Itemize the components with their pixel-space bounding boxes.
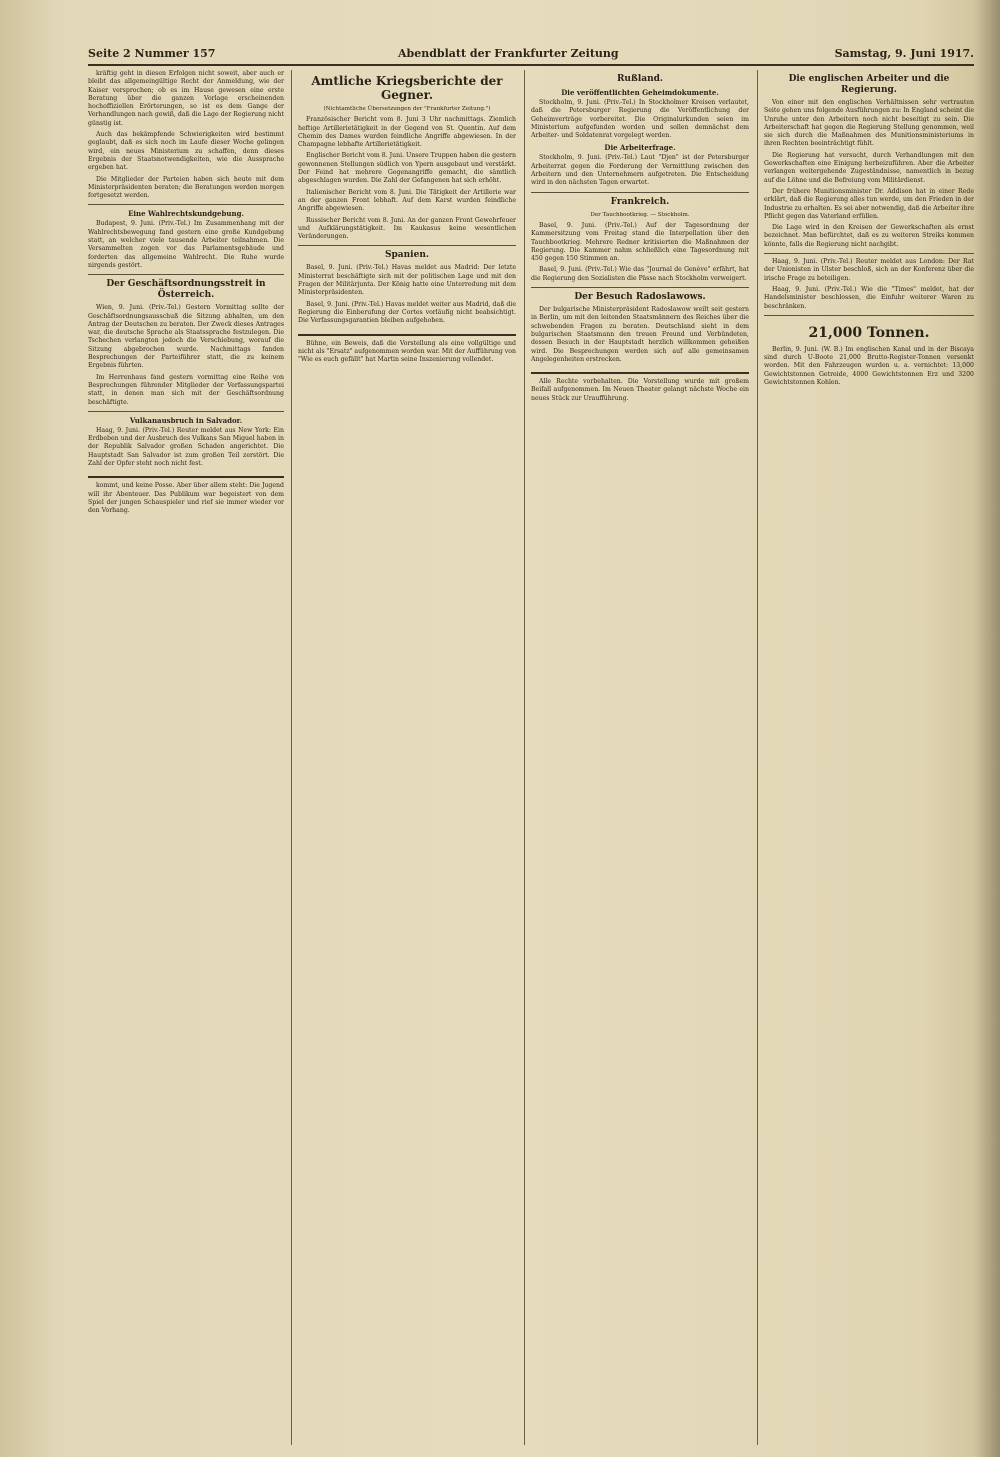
article-heading: Spanien.	[385, 250, 429, 261]
divider	[88, 411, 284, 412]
article-heading: Eine Wahlrechtskundgebung.	[128, 209, 244, 219]
masthead	[88, 44, 974, 66]
divider	[764, 253, 974, 254]
column-rule	[291, 70, 292, 1445]
divider	[298, 245, 516, 246]
article-text: Basel, 9. Juni. (Priv.-Tel.) Wie das "Journal de Genève" erfährt, hat die Regierung den Sozialisten die Pässe nach Stockholm verweigert.	[531, 266, 749, 282]
article-text: Berlin, 9. Juni. (W. B.) Im englischen Kanal und in der Biscaya sind durch U-Boote 21,000 Brutto-Register-Tonnen versenkt worden. Mit den Fahrzeugen wurden u. a. vernichtet: 13,000 Gewichtstonnen Getreide, 4000 Gewichtstonnen Erz und 3200 Gewichtstonnen Kohlen.	[764, 345, 974, 387]
feuilleton-section	[531, 372, 749, 403]
divider	[531, 287, 749, 288]
article-text: Basel, 9. Juni. (Priv.-Tel.) Havas meldet weiter aus Madrid, daß die Regierung die Einberufung der Cortes vorläufig nicht beabsichtigt. Die Verfassungsgarantien bleiben aufgehoben.	[298, 300, 516, 325]
feuilleton-section	[298, 334, 516, 365]
article-text: Italienischer Bericht vom 8. Juni. Die Tätigkeit der Artillerie war an der ganzen Front lebhaft. Auf dem Karst wurden feindliche Angriffe abgewiesen.	[298, 188, 516, 213]
article-heading: Der Besuch Radoslawows.	[574, 292, 706, 303]
article-text: Stockholm, 9. Juni. (Priv.-Tel.) Laut "Djen" ist der Petersburger Arbeiterrat gegen die Forderung der Vermittlung zwischen den Arbeitern und den Unternehmern aufgetreten. Die Entscheidung wird in den nächsten Tagen erwartet.	[531, 154, 749, 187]
article-text: Der bulgarische Ministerpräsident Radoslawow weilt seit gestern in Berlin, um mit den leitenden Staatsmännern des Reiches über die schwebenden Fragen zu beraten. Deutschland sieht in dem bulgarischen Staatsmann den treuen Freund und Verbündeten, dessen Besuch in der Hauptstadt herzlich willkommen geheißen wird. Die Besprechungen werden sich auf alle gemeinsamen Angelegenheiten erstrecken.	[531, 306, 749, 363]
article-text: Englischer Bericht vom 8. Juni. Unsere Truppen haben die gestern gewonnenen Stellungen südlich von Ypern ausgebaut und verstärkt. Der Feind hat mehrere Gegenangriffe gemacht, die sämtlich abgeschlagen wurden. Die Zahl der Gefangenen hat sich erhöht.	[298, 152, 516, 185]
article-text: Budapest, 9. Juni. (Priv.-Tel.) Im Zusammenhang mit der Wahlrechtsbewegung fand gestern eine große Kundgebung statt, an welcher viele tausende Arbeiter teilnahmen. Die Versammelten zogen vor das Parlamentsgebäude und forderten das allgemeine Wahlrecht. Die Ruhe wurde nirgends gestört.	[88, 220, 284, 269]
issue-date: Samstag, 9. Juni 1917.	[834, 47, 974, 60]
article-text: Auch das bekämpfende Schwierigkeiten wird bestimmt geglaubt, daß es sich noch im Laufe dieser Woche gelingen wird, ein neues Ministerium zu schaffen, denn dieses Ergebnis der Staatsnotwendigkeiten, wie die Aussprache ergeben hat.	[88, 131, 284, 172]
article-text: Wien, 9. Juni. (Priv.-Tel.) Gestern Vormittag sollte der Geschäftsordnungsausschuß die Sitzung abhalten, um den Antrag der Deutschen zu beraten. Der Zweck dieses Antrages war, die deutsche Sprache als Staatssprache festzulegen. Die Tschechen verlangten jedoch die Verschiebung, worauf die Sitzung abgebrochen wurde. Nachmittags fanden Besprechungen der Parteiführer statt, die zu keinem Ergebnis führten.	[88, 304, 284, 370]
article-text: Basel, 9. Juni. (Priv.-Tel.) Havas meldet aus Madrid: Der letzte Ministerrat beschäftigte sich mit der politischen Lage und mit den Fragen der Militärjunta. Der König hatte eine Unterredung mit dem Ministerpräsidenten.	[298, 264, 516, 297]
article-text: Die Lage wird in den Kreisen der Gewerkschaften als ernst bezeichnet. Man befürchtet, daß es zu weiteren Streiks kommen könnte, falls die Regierung nicht nachgibt.	[764, 224, 974, 248]
column-rule	[524, 70, 525, 1445]
column-3	[531, 70, 749, 1450]
column-1	[88, 70, 284, 1450]
column-rule	[757, 70, 758, 1445]
divider	[531, 192, 749, 193]
feuilleton-text: Bühne, ein Beweis, daß die Vorstellung als eine vollgültige und nicht als "Ersatz" aufgenommen worden war. Mit der Aufführung von "Wie es euch gefällt" hat Martin seine Inszenierung vollendet.	[298, 339, 516, 364]
article-text: Haag, 9. Juni. (Priv.-Tel.) Reuter meldet aus London: Der Rat der Unionisten in Ulster beschloß, sich an der Konferenz über die irische Frage zu beteiligen.	[764, 258, 974, 282]
divider	[88, 204, 284, 205]
article-text: Die Mitglieder der Parteien haben sich heute mit dem Ministerpräsidenten beraten; die Beratungen werden morgen fortgesetzt werden.	[88, 175, 284, 200]
article-subheading: (Nichtamtliche Übersetzungen der "Frankfurter Zeitung.")	[323, 106, 491, 112]
article-heading: Rußland.	[616, 74, 664, 84]
article-text: Stockholm, 9. Juni. (Priv.-Tel.) In Stockholmer Kreisen verlautet, daß die Petersburger Regierung die Veröffentlichung der Geheimverträge vorbereitet. Die Originalurkunden seien im Ministerium aufgefunden worden und sollen demnächst dem Arbeiter- und Soldatenrat vorgelegt werden.	[531, 99, 749, 140]
article-text: kräftig geht in diesen Erfolgen nicht soweit, aber auch er bleibt das allgemeingültige Recht der Anmeldung, wie der Kaiser versprochen; ob es im Hause gewesen eine erste Beratung über die ganzen Vorlage erscheinenden hochoffiziellen Erörterungen, so ist es dem Gange der Verhandlungen nach gewiß, daß die Lage der Regierung nicht günstig ist.	[88, 70, 284, 127]
article-heading: Die englischen Arbeiter und die Regierung.	[788, 74, 950, 95]
article-heading: Vulkanausbruch in Salvador.	[129, 415, 243, 425]
article-subheading: Der Tauchbootkrieg. — Stockholm.	[590, 211, 690, 218]
binding-shadow	[974, 0, 1000, 1457]
article-text: Haag, 9. Juni. (Priv.-Tel.) Wie die "Times" meldet, hat der Handelsminister beschlossen, die Einfuhr weiterer Waren zu beschränken.	[764, 285, 974, 310]
article-heading: Amtliche Kriegsberichte der Gegner.	[311, 74, 503, 102]
article-text: Französischer Bericht vom 8. Juni 3 Uhr nachmittags. Ziemlich heftige Artillerietätigkeit in der Gegend von St. Quentin. Auf dem Chemin des Dames wurden feindliche Angriffe abgewiesen. In der Champagne lebhafte Artillerietätigkeit.	[298, 116, 516, 149]
article-text: Russischer Bericht vom 8. Juni. An der ganzen Front Gewehrfeuer und Aufklärungstätigkeit. Im Kaukasus keine wesentlichen Veränderungen.	[298, 216, 516, 241]
article-text: Im Herrenhaus fand gestern vormittag eine Reihe von Besprechungen führender Mitglieder der Verfassungspartei statt, in denen man sich mit der Geschäftsordnung beschäftigte.	[88, 373, 284, 406]
article-heading: Der Geschäftsordnungsstreit in Österreich.	[106, 279, 266, 301]
feuilleton-text: kommt, und keine Posse. Aber über allem steht: Die Jugend will ihr Abenteuer. Das Publikum war begeistert von dem Spiel der jungen Schauspieler und rief sie immer wieder vor den Vorhang.	[88, 482, 284, 515]
article-text: Die Regierung hat versucht, durch Verhandlungen mit den Gewerkschaften eine Einigung herbeizuführen. Aber die Arbeiter verlangen weitergehende Zugeständnisse, namentlich in bezug auf die Löhne und die Befreiung vom Militärdienst.	[764, 151, 974, 184]
divider	[88, 274, 284, 275]
newspaper-title: Abendblatt der Frankfurter Zeitung	[398, 47, 619, 60]
page-number: Seite 2 Nummer 157	[88, 47, 216, 60]
article-text: Von einer mit den englischen Verhältnissen sehr vertrauten Seite gehen uns folgende Ausführungen zu: In England scheint die Unruhe unter den Arbeitern noch nicht beseitigt zu sein. Die Arbeiterschaft hat gegen die Regierung Stellung genommen, weil sie sich durch die Maßnahmen des Munitionsministeriums in ihren Rechten beeinträchtigt fühlt.	[764, 99, 974, 148]
column-4	[764, 70, 974, 1450]
article-subheading: Die veröffentlichten Geheimdokumente.	[561, 88, 719, 97]
article-text: Der frühere Munitionsminister Dr. Addison hat in einer Rede erklärt, daß die Regierung alles tun werde, um den Frieden in der Industrie zu erhalten. Es sei aber notwendig, daß die Arbeiter ihre Pflicht gegen das Vaterland erfüllen.	[764, 187, 974, 220]
article-text: Basel, 9. Juni. (Priv.-Tel.) Auf der Tagesordnung der Kammersitzung vom Freitag stand die Interpellation über den Tauchbootkrieg. Mehrere Redner kritisierten die Maßnahmen der Regierung. Die Kammer nahm schließlich eine Tagesordnung mit 450 gegen 150 Stimmen an.	[531, 221, 749, 263]
feuilleton-text: Alle Rechte vorbehalten. Die Vorstellung wurde mit großem Beifall aufgenommen. Im Neuen Theater gelangt nächste Woche ein neues Stück zur Uraufführung.	[531, 378, 749, 402]
article-heading: Die Arbeiterfrage.	[604, 143, 676, 153]
article-heading: Frankreich.	[610, 196, 670, 207]
column-2	[298, 70, 516, 1450]
article-heading: 21,000 Tonnen.	[808, 324, 930, 341]
feuilleton-section	[88, 476, 284, 515]
article-text: Haag, 9. Juni. (Priv.-Tel.) Reuter meldet aus New York: Ein Erdbeben und der Ausbruch des Vulkans San Miguel haben in der Republik Salvador großen Schaden angerichtet. Die Hauptstadt San Salvador ist zum großen Teil zerstört. Die Zahl der Opfer steht noch nicht fest.	[88, 426, 284, 467]
divider	[764, 315, 974, 316]
